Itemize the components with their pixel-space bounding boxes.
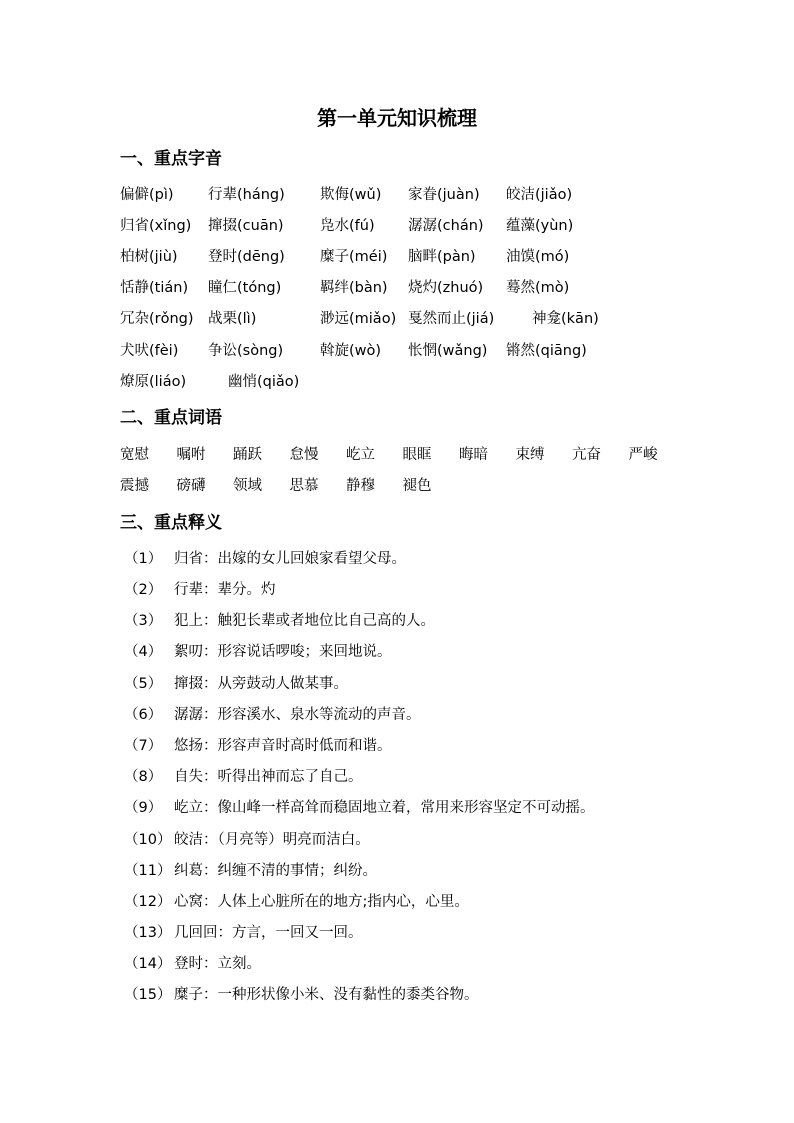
definition-number: （15）: [124, 987, 172, 1003]
definition-item: [124, 766, 363, 788]
definition-item: [124, 735, 392, 757]
definition-text: 屹立：像山峰一样高耸而稳固地立着，常用来形容坚定不可动摇。: [174, 800, 595, 816]
word-item: 褪色: [402, 478, 432, 494]
definition-item: [124, 797, 595, 819]
definition-item: [124, 860, 377, 882]
definition-item: [124, 548, 406, 570]
definition-text: 悠扬：形容声音时高时低而和谐。: [174, 738, 392, 754]
word-item: 束缚: [515, 447, 545, 463]
pinyin-item: 恬静(tián): [120, 280, 189, 296]
definition-item: [124, 984, 479, 1006]
pinyin-item: 油馍(mó): [506, 249, 570, 265]
definition-item: [124, 953, 261, 975]
definition-number: （8）: [124, 769, 163, 785]
word-item: 眼眶: [402, 447, 432, 463]
definition-text: 潺潺：形容溪水、泉水等流动的声音。: [174, 707, 421, 723]
pinyin-item: 犬吠(fèi): [120, 343, 179, 359]
definition-text: 糜子：一种形状像小米、没有黏性的黍类谷物。: [174, 987, 479, 1003]
definition-number: （6）: [124, 707, 163, 723]
section-heading-words: 二、重点词语: [120, 408, 222, 428]
pinyin-item: 归省(xǐng): [120, 218, 192, 234]
pinyin-item: 撺掇(cuān): [208, 218, 284, 234]
definition-text: 自失：听得出神而忘了自己。: [174, 769, 363, 785]
definition-number: （4）: [124, 644, 163, 660]
pinyin-item: 战栗(lì): [208, 311, 257, 327]
pinyin-item: 柏树(jiù): [120, 249, 178, 265]
pinyin-item: 登时(dēng): [208, 249, 285, 265]
definition-number: （3）: [124, 613, 163, 629]
definition-item: [124, 704, 421, 726]
pinyin-item: 锵然(qiāng): [506, 343, 587, 359]
definition-item: [124, 610, 435, 632]
pinyin-row: [120, 371, 340, 393]
pinyin-row: [120, 277, 616, 299]
definition-item: [124, 673, 348, 695]
definition-text: 撺掇：从旁鼓动人做某事。: [174, 676, 348, 692]
page-title: 第一单元知识梳理: [317, 106, 477, 130]
pinyin-item: 斡旋(wò): [320, 343, 382, 359]
pinyin-item: 幽悄(qiǎo): [228, 374, 300, 390]
word-item: 怠慢: [289, 447, 319, 463]
pinyin-item: 潺潺(chán): [408, 218, 484, 234]
word-row: [120, 475, 459, 497]
pinyin-item: 渺远(miǎo): [320, 311, 397, 327]
pinyin-item: 糜子(méi): [320, 249, 388, 265]
pinyin-item: 神龛(kān): [532, 311, 599, 327]
definition-text: 皎洁：（月亮等）明亮而洁白。: [174, 832, 370, 848]
pinyin-item: 戛然而止(jiá): [408, 311, 495, 327]
pinyin-item: 行辈(háng): [208, 187, 285, 203]
definition-number: （12）: [124, 894, 172, 910]
word-item: 晦暗: [459, 447, 488, 463]
pinyin-item: 怅惘(wǎng): [408, 343, 488, 359]
pinyin-row: [120, 246, 616, 268]
definition-item: [124, 829, 370, 851]
definition-text: 登时：立刻。: [174, 956, 261, 972]
word-item: 亢奋: [572, 447, 601, 463]
definition-text: 纠葛：纠缠不清的事情；纠纷。: [174, 863, 377, 879]
definition-text: 归省：出嫁的女儿回娘家看望父母。: [174, 551, 406, 567]
pinyin-item: 争讼(sòng): [208, 343, 284, 359]
pinyin-item: 蕴藻(yùn): [506, 218, 574, 234]
pinyin-item: 烧灼(zhuó): [408, 280, 484, 296]
definition-text: 心窝：人体上心脏所在的地方;指内心，心里。: [174, 894, 469, 910]
pinyin-item: 冗杂(rǒng): [120, 311, 194, 327]
definition-text: 行辈：辈分。灼: [174, 582, 276, 598]
pinyin-row: [120, 308, 642, 330]
pinyin-item: 偏僻(pì): [120, 187, 174, 203]
definition-number: （14）: [124, 956, 172, 972]
definition-number: （10）: [124, 832, 172, 848]
word-item: 踊跃: [233, 447, 262, 463]
definition-item: [124, 641, 392, 663]
section-heading-pronunciation: 一、重点字音: [120, 149, 222, 169]
word-item: 屹立: [346, 447, 375, 463]
word-item: 领域: [233, 478, 262, 494]
definition-number: （13）: [124, 925, 172, 941]
pinyin-item: 凫水(fú): [320, 218, 375, 234]
pinyin-item: 家眷(juàn): [408, 187, 480, 203]
pinyin-item: 瞳仁(tóng): [208, 280, 282, 296]
definition-text: 犯上：触犯长辈或者地位比自己高的人。: [174, 613, 435, 629]
pinyin-row: [120, 215, 616, 237]
pinyin-item: 燎原(liáo): [120, 374, 187, 390]
section-heading-definitions: 三、重点释义: [120, 513, 222, 533]
pinyin-item: 欺侮(wǔ): [320, 187, 382, 203]
pinyin-row: [120, 340, 616, 362]
pinyin-item: 皎洁(jiǎo): [506, 187, 573, 203]
word-item: 思慕: [289, 478, 319, 494]
definition-number: （9）: [124, 800, 163, 816]
pinyin-item: 脑畔(pàn): [408, 249, 476, 265]
pinyin-item: 羁绊(bàn): [320, 280, 388, 296]
definition-item: [124, 579, 276, 601]
word-item: 静穆: [346, 478, 375, 494]
definition-item: [124, 922, 363, 944]
word-row: [120, 444, 685, 466]
definition-number: （7）: [124, 738, 163, 754]
word-item: 磅礴: [176, 478, 206, 494]
definition-number: （5）: [124, 676, 163, 692]
word-item: 宽慰: [120, 447, 149, 463]
definition-text: 几回回：方言，一回又一回。: [174, 925, 363, 941]
definition-number: （11）: [124, 863, 172, 879]
word-item: 嘱咐: [176, 447, 206, 463]
definition-number: （2）: [124, 582, 163, 598]
definition-number: （1）: [124, 551, 163, 567]
word-item: 震撼: [120, 478, 149, 494]
definition-text: 絮叨：形容说话啰唆；来回地说。: [174, 644, 392, 660]
definition-item: [124, 891, 469, 913]
pinyin-row: [120, 184, 616, 206]
pinyin-item: 蓦然(mò): [506, 280, 570, 296]
word-item: 严峻: [628, 447, 658, 463]
